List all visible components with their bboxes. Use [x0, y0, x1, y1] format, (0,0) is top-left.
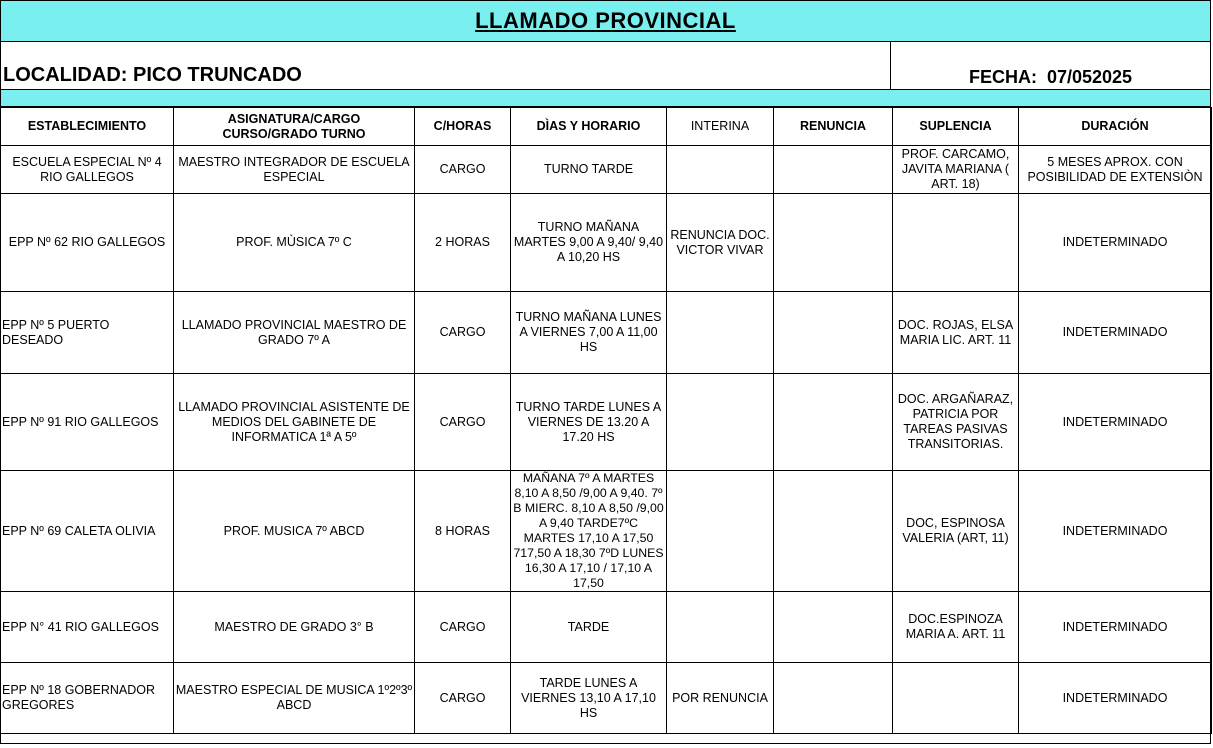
header-row [1, 108, 1212, 146]
cell-dias: TURNO TARDE [511, 146, 667, 194]
cell-suplencia [893, 194, 1019, 292]
cell-renuncia [774, 194, 893, 292]
table-row [1, 592, 1212, 663]
cell-suplencia [893, 663, 1019, 734]
cell-suplencia: DOC. ARGAÑARAZ, PATRICIA POR TAREAS PASIVAS TRANSITORIAS. [893, 374, 1019, 471]
cell-choras: CARGO [415, 292, 511, 374]
cell-renuncia [774, 374, 893, 471]
cell-establecimiento: ESCUELA ESPECIAL Nº 4 RIO GALLEGOS [1, 146, 174, 194]
cell-suplencia: DOC.ESPINOZA MARIA A. ART. 11 [893, 592, 1019, 663]
fecha-value: 07/052025 [1046, 67, 1133, 87]
cell-establecimiento: EPP Nº 69 CALETA OLIVIA [1, 471, 174, 592]
col-header-interina: INTERINA [667, 108, 774, 146]
cell-dias: TURNO MAÑANA MARTES 9,00 A 9,40/ 9,40 A 10,20 HS [511, 194, 667, 292]
cell-suplencia: PROF. CARCAMO, JAVITA MARIANA ( ART. 18) [893, 146, 1019, 194]
vacancies-table [0, 107, 1212, 734]
cell-renuncia [774, 592, 893, 663]
cell-choras: CARGO [415, 146, 511, 194]
col-header-duracion: DURACIÓN [1019, 108, 1212, 146]
col-header-renuncia: RENUNCIA [774, 108, 893, 146]
cell-duracion: INDETERMINADO [1019, 194, 1212, 292]
cell-interina: RENUNCIA DOC. VICTOR VIVAR [667, 194, 774, 292]
cell-interina [667, 592, 774, 663]
table-row [1, 663, 1212, 734]
cell-duracion: INDETERMINADO [1019, 592, 1212, 663]
cell-interina [667, 471, 774, 592]
cell-dias: TARDE LUNES A VIERNES 13,10 A 17,10 HS [511, 663, 667, 734]
cell-interina: POR RENUNCIA [667, 663, 774, 734]
cell-choras: 2 HORAS [415, 194, 511, 292]
title-bar [1, 1, 1210, 42]
cell-interina [667, 292, 774, 374]
cell-choras: CARGO [415, 663, 511, 734]
cell-asignatura: PROF. MÙSICA 7º C [174, 194, 415, 292]
table-row [1, 374, 1212, 471]
cell-choras: 8 HORAS [415, 471, 511, 592]
col-header-establecimiento: ESTABLECIMIENTO [1, 108, 174, 146]
cell-establecimiento: EPP Nº 91 RIO GALLEGOS [1, 374, 174, 471]
col-header-asignatura [174, 108, 415, 146]
cell-interina [667, 146, 774, 194]
cell-dias: TARDE [511, 592, 667, 663]
cell-asignatura: LLAMADO PROVINCIAL ASISTENTE DE MEDIOS DEL GABINETE DE INFORMATICA 1ª A 5º [174, 374, 415, 471]
cell-duracion: INDETERMINADO [1019, 471, 1212, 592]
cell-asignatura: PROF. MUSICA 7º ABCD [174, 471, 415, 592]
cell-establecimiento: EPP Nº 62 RIO GALLEGOS [1, 194, 174, 292]
fecha-cell [891, 42, 1210, 89]
fecha-label: FECHA: [968, 67, 1037, 87]
cell-establecimiento: EPP Nº 5 PUERTO DESEADO [1, 292, 174, 374]
cell-duracion: INDETERMINADO [1019, 292, 1212, 374]
col-header-choras: C/HORAS [415, 108, 511, 146]
cell-asignatura: LLAMADO PROVINCIAL MAESTRO DE GRADO 7º A [174, 292, 415, 374]
col-header-suplencia: SUPLENCIA [893, 108, 1019, 146]
page-title: LLAMADO PROVINCIAL [475, 8, 736, 33]
cell-duracion: INDETERMINADO [1019, 374, 1212, 471]
cell-choras: CARGO [415, 374, 511, 471]
cell-establecimiento: EPP Nº 18 GOBERNADOR GREGORES [1, 663, 174, 734]
cell-suplencia: DOC. ROJAS, ELSA MARIA LIC. ART. 11 [893, 292, 1019, 374]
cell-asignatura: MAESTRO DE GRADO 3° B [174, 592, 415, 663]
info-row [1, 42, 1210, 90]
cell-renuncia [774, 292, 893, 374]
cell-renuncia [774, 471, 893, 592]
cell-interina [667, 374, 774, 471]
table-row [1, 471, 1212, 592]
cell-asignatura: MAESTRO INTEGRADOR DE ESCUELA ESPECIAL [174, 146, 415, 194]
cell-suplencia: DOC, ESPINOSA VALERIA (ART, 11) [893, 471, 1019, 592]
cell-dias: TURNO MAÑANA LUNES A VIERNES 7,00 A 11,00 HS [511, 292, 667, 374]
col-header-dias: DÌAS Y HORARIO [511, 108, 667, 146]
cell-dias: MAÑANA 7º A MARTES 8,10 A 8,50 /9,00 A 9,40. 7º B MIERC. 8,10 A 8,50 /9,00 A 9,40 TARDE7ºC MARTES 17,10 A 17,50 717,50 A 18,30 7ºD LUNES 16,30 A 17,10 / 17,10 A 17,50 [511, 471, 667, 592]
table-row [1, 194, 1212, 292]
cell-choras: CARGO [415, 592, 511, 663]
cell-duracion: 5 MESES APROX. CON POSIBILIDAD DE EXTENSIÒN [1019, 146, 1212, 194]
table-row [1, 146, 1212, 194]
col-header-asignatura-line2: CURSO/GRADO TURNO [222, 126, 366, 141]
cell-renuncia [774, 146, 893, 194]
cell-duracion: INDETERMINADO [1019, 663, 1212, 734]
table-row [1, 292, 1212, 374]
col-header-asignatura-line1: ASIGNATURA/CARGO [227, 111, 361, 126]
cell-establecimiento: EPP N° 41 RIO GALLEGOS [1, 592, 174, 663]
spacer-band [1, 90, 1210, 107]
cell-asignatura: MAESTRO ESPECIAL DE MUSICA 1º2º3º ABCD [174, 663, 415, 734]
localidad-label: LOCALIDAD: PICO TRUNCADO [1, 42, 891, 89]
cell-dias: TURNO TARDE LUNES A VIERNES DE 13.20 A 17.20 HS [511, 374, 667, 471]
cell-renuncia [774, 663, 893, 734]
